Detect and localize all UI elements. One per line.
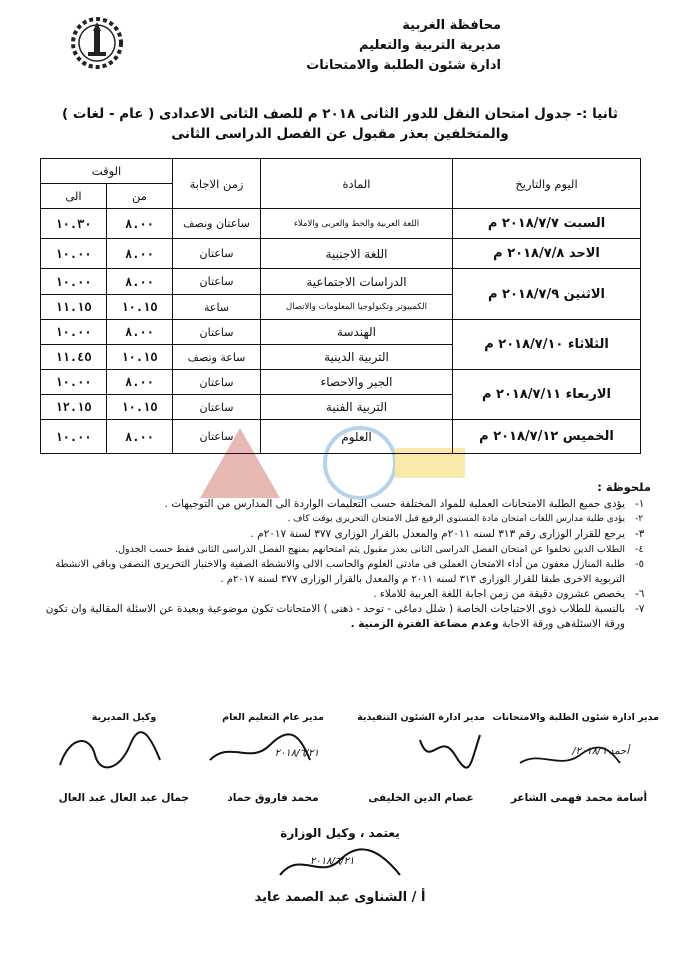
note-item [30, 512, 651, 527]
approval-label: يعتمد ، وكيل الوزارة [280, 826, 400, 840]
time-column-header: الوقت [41, 159, 173, 184]
to-cell: ١١.١٥ [41, 295, 107, 320]
notes-heading: ملحوظة : [597, 480, 651, 494]
to-cell: ١٠.٠٠ [41, 370, 107, 395]
table-row [41, 269, 641, 295]
note-item [30, 557, 651, 587]
from-cell: ١٠.١٥ [107, 395, 173, 420]
subject-column-header: المادة [261, 159, 453, 209]
note-text: بالنسبة للطلاب ذوى الاحتياجات الخاصة ( شلل دماغى - توحد - ذهنى ) الامتحانات تكون موضوعية وبعيدة عن الاسئلة المقالية وان تكون ورقة الاسئلةهى ورقة الاجابة [45, 603, 625, 630]
duration-cell: ساعتان ونصف [173, 209, 261, 239]
subject-cell: الجبر والاحصاء [261, 370, 453, 395]
from-cell: ٨.٠٠ [107, 239, 173, 269]
from-cell: ١٠.١٥ [107, 295, 173, 320]
note-item [30, 497, 651, 512]
note-number: ٤- [635, 544, 644, 555]
note-item [30, 587, 651, 602]
note-number: ٧- [635, 603, 645, 615]
approval-mark: ٢٠١٨/٦/٢١ [310, 856, 355, 867]
subject-cell: التربية الفنية [261, 395, 453, 420]
duration-cell: ساعتان [173, 269, 261, 295]
duration-cell: ساعة [173, 295, 261, 320]
handwritten-signatures [0, 725, 679, 785]
day-cell: السبت ٢٠١٨/٧/٧ م [453, 209, 641, 239]
duration-cell: ساعتان [173, 420, 261, 454]
signatory-name: أسامة محمد فهمى الشاعر [510, 792, 648, 804]
note-number: ٢- [635, 514, 644, 524]
notes-section [30, 480, 651, 632]
signature-mark: ٢٠١٨/٦/٢١ [274, 748, 319, 759]
signature-title: وكيل المديرية [91, 712, 157, 723]
from-cell: ٨.٠٠ [107, 320, 173, 345]
signature-title: مدير ادارة الشئون التنفيذية [357, 712, 485, 723]
governorate-name: محافظة الغربية [402, 18, 501, 33]
day-column-header: اليوم والتاريخ [453, 159, 641, 209]
note-item [30, 602, 651, 632]
from-cell: ٨.٠٠ [107, 269, 173, 295]
to-column-header: الى [41, 184, 107, 209]
note-text: يؤدى طلبة مدارس اللغات امتحان مادة المستوى الرفيع قبل الامتحان التحريرى بوقت كاف . [287, 514, 625, 524]
table-row [41, 370, 641, 395]
from-cell: ٨.٠٠ [107, 209, 173, 239]
duration-cell: ساعتان [173, 395, 261, 420]
day-cell: الاربعاء ٢٠١٨/٧/١١ م [453, 370, 641, 420]
subject-cell: الكمبيوتر وتكنولوجيا المعلومات والاتصال [261, 295, 453, 320]
table-row [41, 420, 641, 454]
directorate-name: مديرية التربية والتعليم [358, 38, 501, 53]
to-cell: ١٠.٣٠ [41, 209, 107, 239]
note-text: يخصص عشرون دقيقة من زمن اجابة اللغة العربية للاملاء . [373, 588, 625, 600]
day-cell: الخميس ٢٠١٨/٧/١٢ م [453, 420, 641, 454]
table-row [41, 320, 641, 345]
signatory-name: محمد فاروق حماد [227, 792, 319, 804]
from-column-header: من [107, 184, 173, 209]
day-cell: الاحد ٢٠١٨/٧/٨ م [453, 239, 641, 269]
to-cell: ١١.٤٥ [41, 345, 107, 370]
subject-cell: اللغة الاجنبية [261, 239, 453, 269]
to-cell: ١٠.٠٠ [41, 320, 107, 345]
note-text: يؤدى جميع الطلبة الامتحانات العملية للمواد المختلفة حسب التعليمات الواردة الى المدارس من التوجيهات . [164, 498, 625, 510]
table-row [41, 239, 641, 269]
day-cell: الاثنين ٢٠١٨/٧/٩ م [453, 269, 641, 320]
duration-column-header: زمن الاجابة [173, 159, 261, 209]
note-text: الطلاب الذين تخلفوا عن امتحان الفصل الدراسى الثانى بعذر مقبول يتم امتحانهم بمنهج الفصل الدراسى الثانى فقط حسب الجدول. [115, 544, 625, 555]
approver-name: أ / الشناوى عبد الصمد عايد [254, 890, 426, 905]
department-name: ادارة شئون الطلبة والامتحانات [306, 58, 501, 73]
exam-schedule-subtitle: والمتخلفين بعذر مقبول عن الفصل الدراسى الثانى [171, 126, 509, 142]
table-row [41, 209, 641, 239]
to-cell: ١٠.٠٠ [41, 239, 107, 269]
to-cell: ١٢.١٥ [41, 395, 107, 420]
day-cell: الثلاثاء ٢٠١٨/٧/١٠ م [453, 320, 641, 370]
exam-schedule-table [40, 158, 641, 454]
to-cell: ١٠.٠٠ [41, 420, 107, 454]
subject-cell: التربية الدينية [261, 345, 453, 370]
note-number: ٥- [635, 559, 644, 570]
note-number: ٣- [635, 528, 645, 540]
from-cell: ٨.٠٠ [107, 420, 173, 454]
note-emphasis: وعدم مضاعة الفترة الزمنية . [350, 618, 499, 630]
duration-cell: ساعتان [173, 370, 261, 395]
from-cell: ١٠.١٥ [107, 345, 173, 370]
note-number: ٦- [635, 588, 645, 600]
signatory-name: عصام الدين الخليفى [368, 792, 474, 804]
subject-cell: الدراسات الاجتماعية [261, 269, 453, 295]
duration-cell: ساعة ونصف [173, 345, 261, 370]
note-item [30, 542, 651, 557]
from-cell: ٨.٠٠ [107, 370, 173, 395]
governorate-logo [68, 14, 126, 72]
to-cell: ١٠.٠٠ [41, 269, 107, 295]
subject-cell: اللغة العربية والخط والعربى والاملاء [261, 209, 453, 239]
subject-cell: العلوم [261, 420, 453, 454]
signature-title: مدير ادارة شئون الطلبة والامتحانات [492, 712, 659, 723]
note-item [30, 527, 651, 542]
note-text: طلبة المنازل معفون من أداء الامتحان العملى فى مادتى العلوم والحاسب الالى والانشطة الصفية والاختبار التحريرى النصفى وباقى الانشطة التربوية الاخرى طبقا للقرار الوزارى ٣١٣ لسنه ٢٠١١ م والمعدل بالقرار الوزارى ٣٧٧ لسنة ٢٠١٧م . [55, 559, 625, 585]
duration-cell: ساعتان [173, 239, 261, 269]
signatory-name: جمال عبد العال عبد العال [58, 792, 189, 804]
signature-mark: أحمد ٢٠١٨/٦/ [572, 746, 629, 757]
note-text: يرجع للقرار الوزارى رقم ٣١٣ لسنه ٢٠١١م والمعدل بالقرار الوزارى ٣٧٧ لسنة ٢٠١٧م . [250, 528, 625, 540]
exam-schedule-title: ثانيا :- جدول امتحان النقل للدور الثانى ٢٠١٨ م للصف الثانى الاعدادى ( عام - لغات ) [62, 106, 618, 122]
note-number: ١- [635, 498, 645, 510]
duration-cell: ساعتان [173, 320, 261, 345]
signature-title: مدير عام التعليم العام [222, 712, 324, 723]
subject-cell: الهندسة [261, 320, 453, 345]
